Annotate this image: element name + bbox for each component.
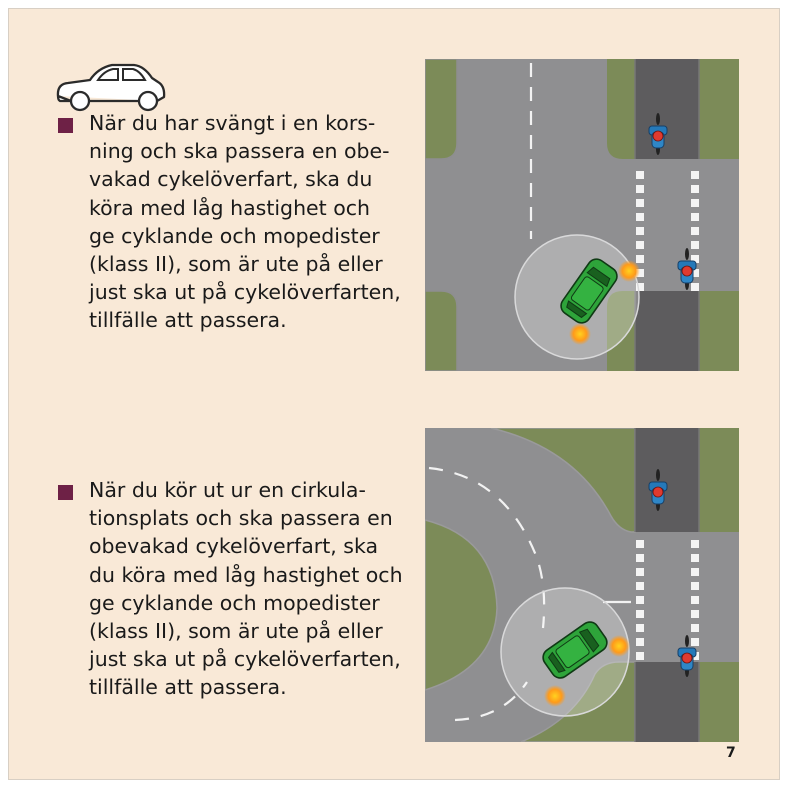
paragraph-text xyxy=(89,476,403,702)
text-line: tillfälle att passera. xyxy=(89,308,287,333)
text-line: tillfälle att passera. xyxy=(89,675,287,700)
paragraph-text xyxy=(89,109,399,335)
manual-page xyxy=(8,8,780,780)
text-line: tionsplats och ska passera en xyxy=(89,506,393,531)
turn-signal-icon xyxy=(608,635,630,657)
text-line: ge cyklande och mopedister xyxy=(89,590,380,615)
car-outline-icon xyxy=(54,56,166,114)
text-line: vakad cykelöverfart, ska du xyxy=(89,167,373,192)
bullet-square xyxy=(58,118,73,133)
turn-signal-icon xyxy=(544,685,566,707)
text-line: köra med låg hastighet och xyxy=(89,195,371,220)
text-line: ge cyklande och mopedister xyxy=(89,223,380,248)
turn-signal-icon xyxy=(569,323,591,345)
text-line: obevakad cykelöverfart, ska xyxy=(89,534,379,559)
text-line: (klass II), som är ute på eller xyxy=(89,252,383,277)
bullet-square xyxy=(58,485,73,500)
text-line: ning och ska passera en obe- xyxy=(89,139,390,164)
roundabout-diagram xyxy=(425,428,739,742)
text-line: När du har svängt i en kors- xyxy=(89,111,376,135)
text-line: När du kör ut ur en cirkula- xyxy=(89,478,366,502)
text-line: just ska ut på cykelöverfarten, xyxy=(89,647,401,672)
intersection-diagram xyxy=(425,59,739,371)
text-line: du köra med låg hastighet och xyxy=(89,562,403,587)
turn-signal-icon xyxy=(618,260,640,282)
text-line: (klass II), som är ute på eller xyxy=(89,619,383,644)
page-number: 7 xyxy=(726,745,736,761)
text-line: just ska ut på cykelöverfarten, xyxy=(89,280,401,305)
